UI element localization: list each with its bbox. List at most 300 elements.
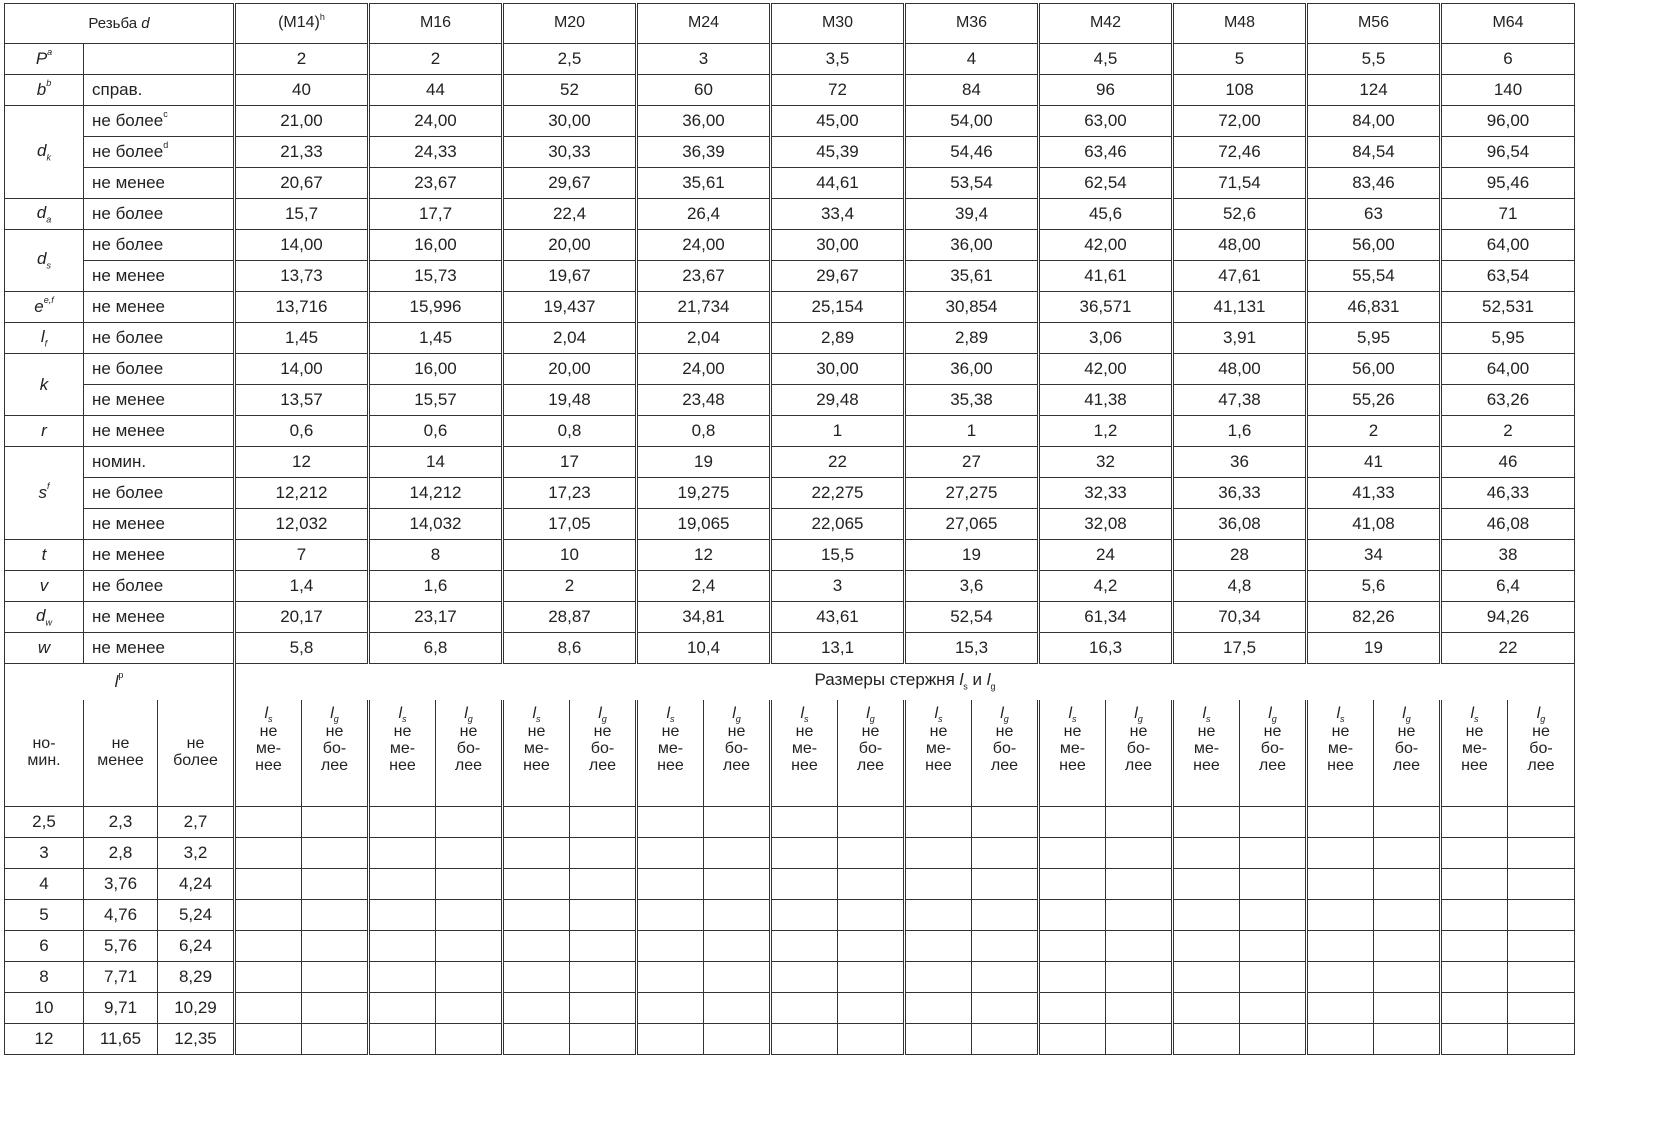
shank-symbol [1106, 706, 1171, 725]
value-cell: 19,48 [503, 385, 637, 416]
value-cell: 12,032 [235, 509, 369, 540]
value-cell: 22,275 [771, 478, 905, 509]
min-length-header [84, 700, 158, 807]
value-cell: 61,34 [1039, 602, 1173, 633]
min-length: 5,76 [84, 931, 158, 962]
qualifier-label: не менее [92, 297, 166, 317]
value-cell: 23,17 [369, 602, 503, 633]
shank-limit-text: не ме- нее [389, 723, 416, 774]
empty-shank-cell [972, 807, 1039, 838]
shank-symbol-letter: l [398, 704, 403, 722]
value-cell: 46,33 [1441, 478, 1575, 509]
thread-size-header [1039, 4, 1173, 44]
empty-shank-cell [503, 838, 570, 869]
empty-shank-cell [637, 869, 704, 900]
empty-shank-cell [1374, 1024, 1441, 1055]
value-cell: 17 [503, 447, 637, 478]
max-length: 12,35 [158, 1024, 235, 1055]
empty-shank-cell [570, 931, 637, 962]
value-cell: 29,67 [771, 261, 905, 292]
shank-symbol-subscript: s [1206, 713, 1211, 724]
empty-shank-cell [1508, 838, 1575, 869]
empty-shank-cell [1106, 931, 1173, 962]
nominal-length: 4 [5, 869, 84, 900]
dimension-row [5, 168, 1575, 199]
shank-symbol-letter: l [1134, 704, 1138, 722]
parameter-symbol: w [37, 638, 51, 658]
thread-size-label: M64 [1492, 14, 1524, 32]
value-cell: 0,6 [369, 416, 503, 447]
value-cell: 24,00 [369, 106, 503, 137]
qualifier-label: не более [92, 235, 164, 255]
value-cell: 15,5 [771, 540, 905, 571]
empty-shank-cell [972, 1024, 1039, 1055]
value-cell: 82,26 [1307, 602, 1441, 633]
value-cell: 36,571 [1039, 292, 1173, 323]
value-cell: 28,87 [503, 602, 637, 633]
length-row [5, 807, 1575, 838]
value-cell: 36,08 [1173, 509, 1307, 540]
thread-size-header [637, 4, 771, 44]
shank-symbol [838, 706, 903, 725]
value-cell: 23,67 [637, 261, 771, 292]
value-cell: 36,00 [905, 354, 1039, 385]
thread-size-label: M16 [419, 14, 452, 32]
empty-shank-cell [1039, 838, 1106, 869]
value-cell: 45,39 [771, 137, 905, 168]
empty-shank-cell [771, 900, 838, 931]
footnote-marker: c [163, 109, 168, 120]
parameter-symbol: l [40, 326, 45, 346]
parameter-symbol-cell [5, 292, 84, 323]
shank-symbol-subscript: s [268, 713, 273, 724]
empty-shank-cell [1173, 807, 1240, 838]
empty-shank-cell [302, 869, 369, 900]
nominal-length: 10 [5, 993, 84, 1024]
shank-symbol-letter: l [532, 704, 537, 722]
ls-min-header [1039, 700, 1106, 807]
parameter-symbol-cell [5, 416, 84, 447]
empty-shank-cell [1307, 1024, 1374, 1055]
ls-min-header [905, 700, 972, 807]
empty-shank-cell [503, 962, 570, 993]
empty-shank-cell [1039, 931, 1106, 962]
value-cell: 45,6 [1039, 199, 1173, 230]
value-cell: 41,131 [1173, 292, 1307, 323]
parameter-symbol-cell [5, 199, 84, 230]
value-cell: 46 [1441, 447, 1575, 478]
shank-limit-text: не бо- лее [1258, 723, 1287, 774]
ls-subscript: s [963, 681, 968, 692]
empty-shank-cell [1106, 962, 1173, 993]
value-cell: 30,33 [503, 137, 637, 168]
ls-min-header [503, 700, 570, 807]
value-cell: 35,61 [637, 168, 771, 199]
value-cell: 54,00 [905, 106, 1039, 137]
value-cell: 55,26 [1307, 385, 1441, 416]
shank-symbol-letter: l [330, 704, 334, 722]
empty-shank-cell [369, 807, 436, 838]
value-cell: 16,00 [369, 230, 503, 261]
shank-symbol-subscript: g [467, 713, 473, 724]
empty-shank-cell [1240, 807, 1307, 838]
qualifier-cell [84, 447, 235, 478]
empty-shank-cell [1374, 869, 1441, 900]
value-cell: 40 [235, 75, 369, 106]
empty-shank-cell [1307, 869, 1374, 900]
qualifier-cell [84, 354, 235, 385]
value-cell: 10 [503, 540, 637, 571]
value-cell: 1,4 [235, 571, 369, 602]
shank-symbol-subscript: s [536, 713, 541, 724]
empty-shank-cell [838, 931, 905, 962]
empty-shank-cell [972, 900, 1039, 931]
min-length: 11,65 [84, 1024, 158, 1055]
qualifier-label: не менее [92, 514, 166, 534]
empty-shank-cell [369, 1024, 436, 1055]
parameter-subscript: f [44, 337, 48, 348]
value-cell: 14,032 [369, 509, 503, 540]
value-cell: 20,17 [235, 602, 369, 633]
value-cell: 36,00 [905, 230, 1039, 261]
empty-shank-cell [704, 1024, 771, 1055]
value-cell: 8,6 [503, 633, 637, 664]
shank-symbol-subscript: g [1137, 713, 1143, 724]
lg-max-header [1508, 700, 1575, 807]
value-cell: 10,4 [637, 633, 771, 664]
value-cell: 41,33 [1307, 478, 1441, 509]
thread-size-header [771, 4, 905, 44]
parameter-symbol-cell [5, 44, 84, 75]
empty-shank-cell [1106, 1024, 1173, 1055]
parameter-subscript: a [46, 213, 52, 224]
length-row [5, 869, 1575, 900]
qualifier-cell [84, 385, 235, 416]
parameter-symbol: d [37, 140, 47, 160]
empty-shank-cell [436, 993, 503, 1024]
thread-label: Резьба [88, 14, 138, 32]
dimension-row [5, 385, 1575, 416]
empty-shank-cell [1173, 869, 1240, 900]
value-cell: 13,57 [235, 385, 369, 416]
empty-shank-cell [838, 869, 905, 900]
footnote-marker: d [163, 140, 169, 151]
parameter-symbol-cell [5, 323, 84, 354]
empty-shank-cell [369, 869, 436, 900]
value-cell: 2 [503, 571, 637, 602]
parameter-symbol: d [36, 202, 47, 222]
empty-shank-cell [302, 838, 369, 869]
value-cell: 96,00 [1441, 106, 1575, 137]
empty-shank-cell [1307, 838, 1374, 869]
empty-shank-cell [235, 962, 302, 993]
qualifier-cell [84, 602, 235, 633]
value-cell: 29,48 [771, 385, 905, 416]
max-length: 6,24 [158, 931, 235, 962]
empty-shank-cell [838, 962, 905, 993]
parameter-symbol-cell [5, 75, 84, 106]
qualifier-cell [84, 168, 235, 199]
value-cell: 23,67 [369, 168, 503, 199]
dimension-row [5, 416, 1575, 447]
shank-symbol-letter: l [1536, 704, 1541, 722]
empty-shank-cell [503, 931, 570, 962]
empty-shank-cell [1307, 962, 1374, 993]
value-cell: 43,61 [771, 602, 905, 633]
value-cell: 84,00 [1307, 106, 1441, 137]
length-symbol-cell [5, 664, 235, 700]
qualifier-label: не менее [92, 421, 166, 441]
value-cell: 6 [1441, 44, 1575, 75]
value-cell: 56,00 [1307, 230, 1441, 261]
empty-shank-cell [1441, 807, 1508, 838]
shank-symbol [1174, 706, 1239, 725]
value-cell: 140 [1441, 75, 1575, 106]
empty-shank-cell [235, 900, 302, 931]
dimension-row [5, 602, 1575, 633]
lg-max-header [972, 700, 1039, 807]
lg-max-header [1240, 700, 1307, 807]
value-cell: 15,3 [905, 633, 1039, 664]
thread-symbol: d [141, 14, 150, 32]
shank-symbol [906, 706, 971, 725]
ls-min-header [1307, 700, 1374, 807]
empty-shank-cell [1173, 962, 1240, 993]
value-cell: 17,7 [369, 199, 503, 230]
empty-shank-cell [570, 869, 637, 900]
empty-shank-cell [570, 838, 637, 869]
shank-limit-text: не ме- нее [523, 723, 550, 774]
empty-shank-cell [1106, 869, 1173, 900]
footnote-marker: a [47, 47, 53, 58]
max-length: 10,29 [158, 993, 235, 1024]
nominal-length: 5 [5, 900, 84, 931]
value-cell: 48,00 [1173, 354, 1307, 385]
empty-shank-cell [905, 838, 972, 869]
empty-shank-cell [1173, 1024, 1240, 1055]
empty-shank-cell [905, 962, 972, 993]
shank-symbol-letter: l [800, 704, 805, 722]
empty-shank-cell [838, 1024, 905, 1055]
qualifier-cell [84, 509, 235, 540]
empty-shank-cell [1039, 900, 1106, 931]
length-row [5, 1024, 1575, 1055]
value-cell: 7 [235, 540, 369, 571]
value-cell: 23,48 [637, 385, 771, 416]
value-cell: 2 [369, 44, 503, 75]
shank-symbol-letter: l [934, 704, 939, 722]
value-cell: 63,54 [1441, 261, 1575, 292]
shank-symbol [704, 706, 769, 725]
value-cell: 3,06 [1039, 323, 1173, 354]
qualifier-label: не более [92, 576, 164, 596]
length-row [5, 993, 1575, 1024]
dimension-row [5, 230, 1575, 261]
value-cell: 5,6 [1307, 571, 1441, 602]
value-cell: 96 [1039, 75, 1173, 106]
empty-shank-cell [503, 993, 570, 1024]
shank-limit-text: не ме- нее [925, 723, 952, 774]
shank-limit-text: не бо- лее [1392, 723, 1421, 774]
value-cell: 25,154 [771, 292, 905, 323]
empty-shank-cell [436, 807, 503, 838]
length-row [5, 900, 1575, 931]
parameter-symbol: k [39, 374, 49, 394]
empty-shank-cell [771, 869, 838, 900]
shank-symbol [638, 706, 703, 725]
value-cell: 63,00 [1039, 106, 1173, 137]
thread-size-label: (M14) [278, 14, 320, 32]
value-cell: 29,67 [503, 168, 637, 199]
value-cell: 19,065 [637, 509, 771, 540]
qualifier-cell [84, 416, 235, 447]
shank-symbol-letter: l [1402, 704, 1406, 722]
value-cell: 4 [905, 44, 1039, 75]
value-cell: 1,6 [369, 571, 503, 602]
footnote-marker: b [46, 78, 52, 89]
empty-shank-cell [637, 838, 704, 869]
shank-limit-text: не ме- нее [1461, 723, 1488, 774]
value-cell: 44,61 [771, 168, 905, 199]
shank-symbol-letter: l [1268, 704, 1272, 722]
shank-limit-text: не бо- лее [454, 723, 483, 774]
empty-shank-cell [637, 962, 704, 993]
value-cell: 16,00 [369, 354, 503, 385]
empty-shank-cell [1106, 900, 1173, 931]
empty-shank-cell [704, 869, 771, 900]
length-row [5, 838, 1575, 869]
shank-limit-text: не бо- лее [856, 723, 885, 774]
shank-symbol-subscript: g [1003, 713, 1009, 724]
empty-shank-cell [1106, 807, 1173, 838]
ls-min-header [1173, 700, 1240, 807]
thread-size-header [235, 4, 369, 44]
footnote-marker: p [118, 669, 124, 680]
empty-shank-cell [1508, 993, 1575, 1024]
footnote-marker: h [319, 12, 325, 23]
empty-shank-cell [905, 869, 972, 900]
value-cell: 5,5 [1307, 44, 1441, 75]
value-cell: 45,00 [771, 106, 905, 137]
shank-symbol-subscript: g [1540, 713, 1546, 724]
parameter-symbol: d [37, 249, 47, 269]
shank-symbol-letter: l [1000, 704, 1004, 722]
lg-subscript: g [990, 681, 996, 692]
value-cell: 28 [1173, 540, 1307, 571]
value-cell: 30,00 [503, 106, 637, 137]
shank-symbol [1508, 706, 1574, 725]
lg-max-header [1374, 700, 1441, 807]
empty-shank-cell [1307, 993, 1374, 1024]
empty-shank-cell [436, 931, 503, 962]
value-cell: 19,275 [637, 478, 771, 509]
qualifier-label: не менее [92, 173, 166, 193]
value-cell: 1 [905, 416, 1039, 447]
qualifier-label: не менее [92, 638, 166, 658]
shank-symbol-subscript: g [601, 713, 607, 724]
empty-shank-cell [1039, 962, 1106, 993]
value-cell: 41,61 [1039, 261, 1173, 292]
value-cell: 52,6 [1173, 199, 1307, 230]
empty-shank-cell [905, 900, 972, 931]
nominal-length: 12 [5, 1024, 84, 1055]
thread-size-header [1173, 4, 1307, 44]
shank-limit-text: не бо- лее [722, 723, 751, 774]
value-cell: 41 [1307, 447, 1441, 478]
value-cell: 15,7 [235, 199, 369, 230]
value-cell: 12 [235, 447, 369, 478]
value-cell: 5 [1173, 44, 1307, 75]
thread-size-header [1441, 4, 1575, 44]
shank-symbol [302, 706, 367, 725]
lg-max-header [704, 700, 771, 807]
value-cell: 3,91 [1173, 323, 1307, 354]
empty-shank-cell [369, 900, 436, 931]
empty-shank-cell [1240, 869, 1307, 900]
value-cell: 19,67 [503, 261, 637, 292]
qualifier-label: не более [92, 359, 164, 379]
empty-shank-cell [637, 1024, 704, 1055]
shank-symbol [1442, 706, 1507, 725]
ls-symbol: l [959, 670, 964, 690]
thread-size-label: M48 [1223, 14, 1256, 32]
empty-shank-cell [369, 838, 436, 869]
value-cell: 72 [771, 75, 905, 106]
value-cell: 5,95 [1441, 323, 1575, 354]
empty-shank-cell [704, 838, 771, 869]
value-cell: 42,00 [1039, 354, 1173, 385]
value-cell: 30,00 [771, 354, 905, 385]
empty-shank-cell [235, 807, 302, 838]
empty-shank-cell [302, 993, 369, 1024]
empty-shank-cell [369, 931, 436, 962]
shank-title-text: Размеры стержня [814, 670, 955, 690]
qualifier-label: не более [92, 111, 164, 131]
shank-symbol-letter: l [866, 704, 870, 722]
qualifier-cell [84, 478, 235, 509]
thread-size-label: M42 [1089, 14, 1122, 32]
empty-shank-cell [1240, 993, 1307, 1024]
dimension-row [5, 292, 1575, 323]
parameter-symbol: b [36, 80, 47, 100]
value-cell: 3 [771, 571, 905, 602]
empty-shank-cell [1240, 931, 1307, 962]
value-cell: 21,33 [235, 137, 369, 168]
empty-shank-cell [503, 900, 570, 931]
qualifier-cell [84, 75, 235, 106]
shank-symbol [236, 706, 301, 725]
empty-shank-cell [1240, 1024, 1307, 1055]
lg-max-header [436, 700, 503, 807]
parameter-symbol: e [34, 297, 44, 317]
value-cell: 0,8 [637, 416, 771, 447]
empty-shank-cell [369, 993, 436, 1024]
shank-symbol-letter: l [1470, 704, 1475, 722]
parameter-symbol: s [38, 483, 47, 503]
value-cell: 83,46 [1307, 168, 1441, 199]
shank-symbol [972, 706, 1037, 725]
empty-shank-cell [503, 1024, 570, 1055]
shank-symbol-letter: l [598, 704, 602, 722]
shank-symbol-subscript: s [1474, 713, 1479, 724]
value-cell: 34,81 [637, 602, 771, 633]
shank-symbol-subscript: g [1271, 713, 1277, 724]
empty-shank-cell [1307, 807, 1374, 838]
empty-shank-cell [1173, 993, 1240, 1024]
lg-max-header [1106, 700, 1173, 807]
empty-shank-cell [570, 807, 637, 838]
empty-shank-cell [704, 993, 771, 1024]
